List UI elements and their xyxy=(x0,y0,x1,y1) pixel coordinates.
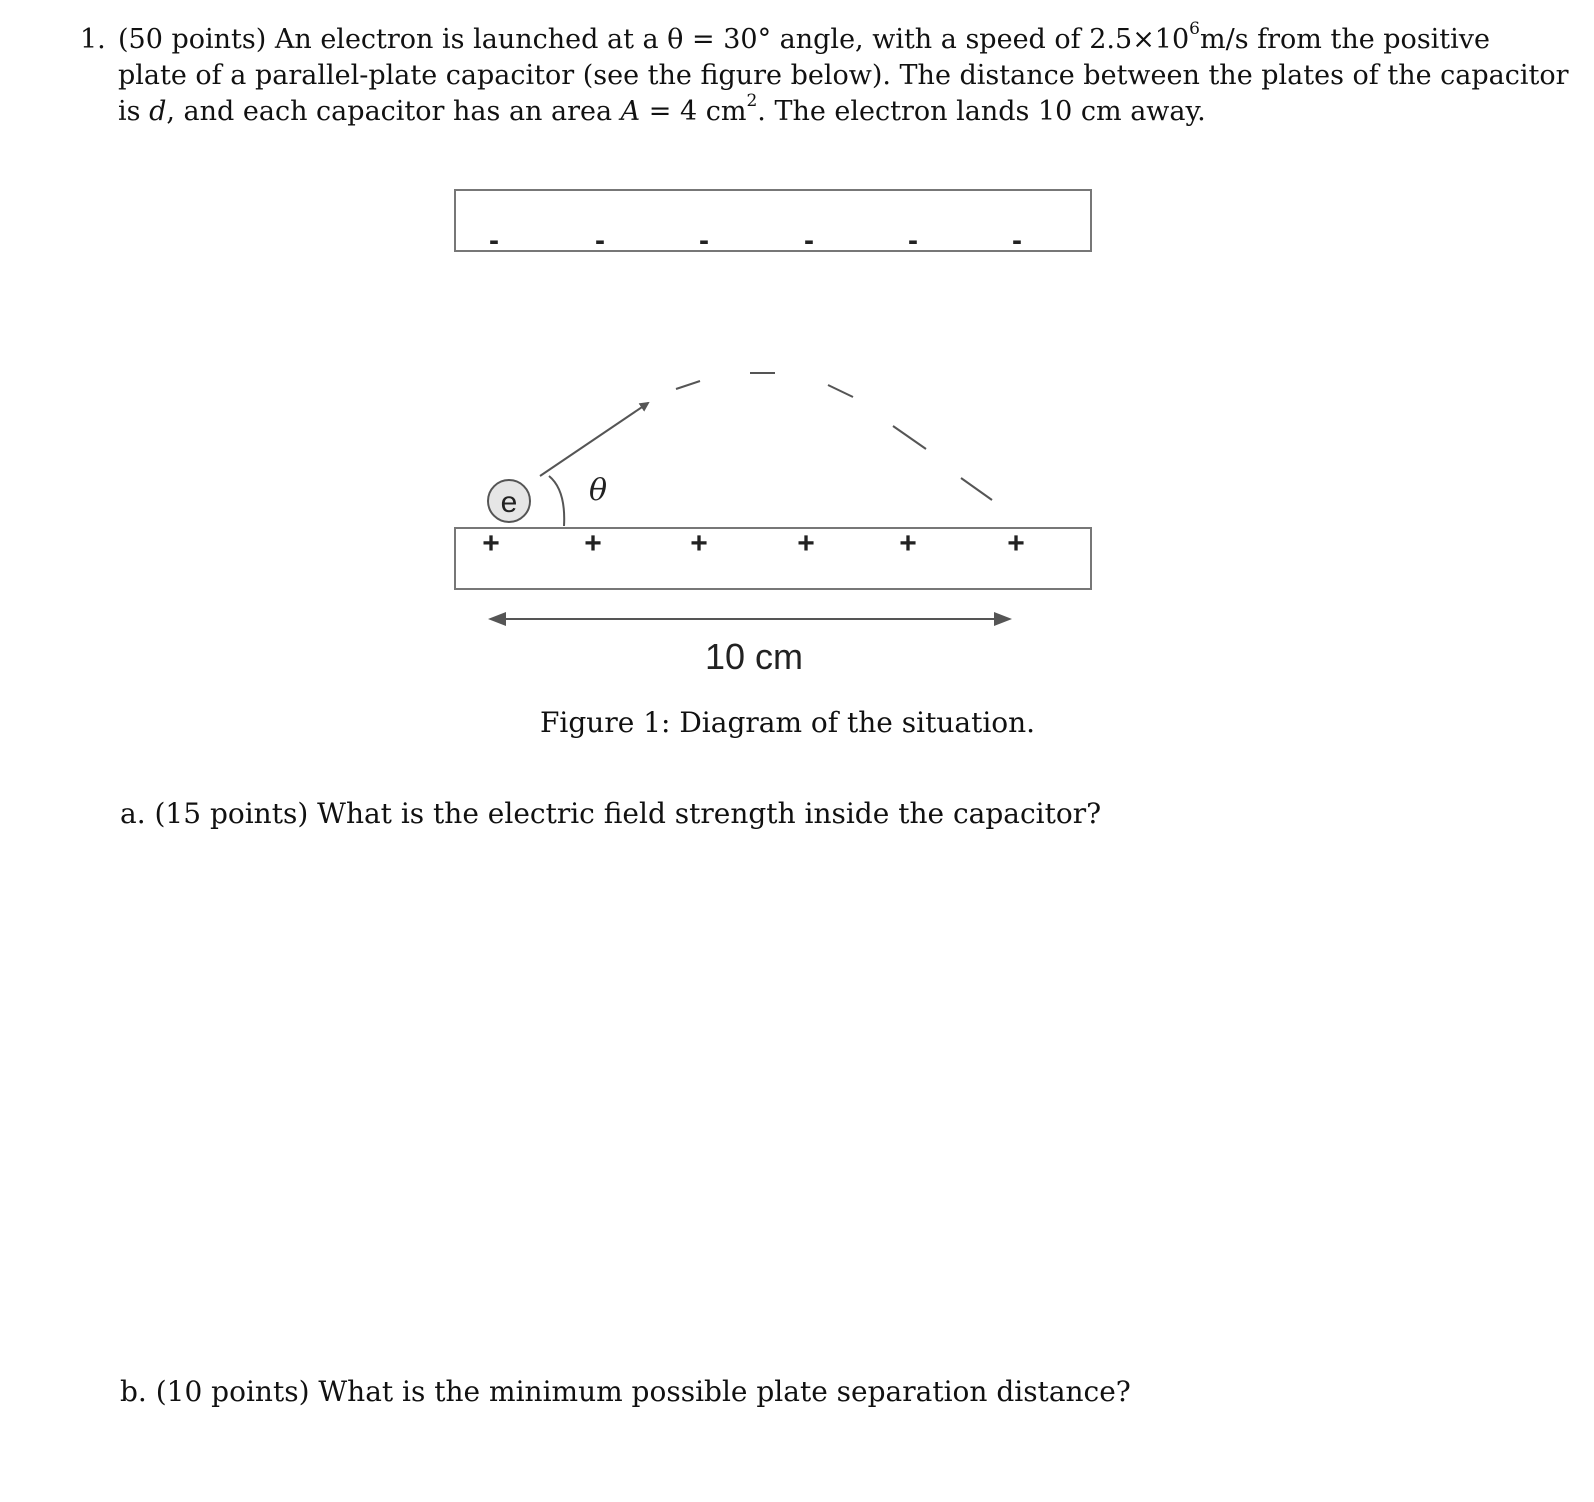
problem-number: 1. xyxy=(80,24,106,55)
velocity-arrow xyxy=(540,403,648,476)
var-a: A xyxy=(620,96,641,127)
question-part-b: b. (10 points) What is the minimum possible plate separation distance? xyxy=(120,1375,1131,1408)
problem-line-1-end: m/s from the positive xyxy=(1200,24,1491,55)
distance-arrow-right xyxy=(994,612,1012,626)
distance-label: 10 cm xyxy=(704,636,804,677)
speed-exponent: 6 xyxy=(1189,19,1200,39)
negative-charge: - xyxy=(908,224,918,257)
trajectory-dash xyxy=(828,385,853,397)
angle-arc xyxy=(549,476,564,526)
positive-charge: + xyxy=(1007,527,1025,560)
line3-start: is xyxy=(118,96,150,127)
figure-caption: Figure 1: Diagram of the situation. xyxy=(540,706,1036,739)
negative-plate xyxy=(455,190,1091,251)
negative-charge: - xyxy=(489,224,499,257)
var-d: d xyxy=(149,96,167,127)
distance-arrow-left xyxy=(488,612,506,626)
positive-charge: + xyxy=(797,527,815,560)
negative-charge: - xyxy=(804,224,814,257)
negative-charge: - xyxy=(699,224,709,257)
line3-end: . The electron lands 10 cm away. xyxy=(757,96,1206,127)
positive-charge: + xyxy=(584,527,602,560)
trajectory-dash xyxy=(893,426,926,449)
positive-plate xyxy=(455,528,1091,589)
trajectory-dash xyxy=(676,381,700,389)
trajectory-dash xyxy=(961,478,992,500)
positive-charge: + xyxy=(899,527,917,560)
question-part-a: a. (15 points) What is the electric field strength inside the capacitor? xyxy=(120,797,1102,830)
electron-label: e xyxy=(500,486,518,519)
line3-mid2: = 4 cm xyxy=(640,96,747,127)
angle-label: θ xyxy=(588,473,608,508)
positive-charge: + xyxy=(690,527,708,560)
line3-mid: , and each capacitor has an area xyxy=(166,96,621,127)
negative-charge: - xyxy=(1012,224,1022,257)
problem-line-1-text: (50 points) An electron is launched at a θ = 30° angle, with a speed of 2.5×10 xyxy=(118,24,1190,55)
problem-line-2: plate of a parallel-plate capacitor (see the figure below). The distance between the plates of the capacitor xyxy=(118,60,1569,91)
positive-charge: + xyxy=(482,527,500,560)
area-exponent: 2 xyxy=(746,91,758,111)
trajectory-path xyxy=(676,373,992,500)
negative-charge: - xyxy=(595,224,605,257)
